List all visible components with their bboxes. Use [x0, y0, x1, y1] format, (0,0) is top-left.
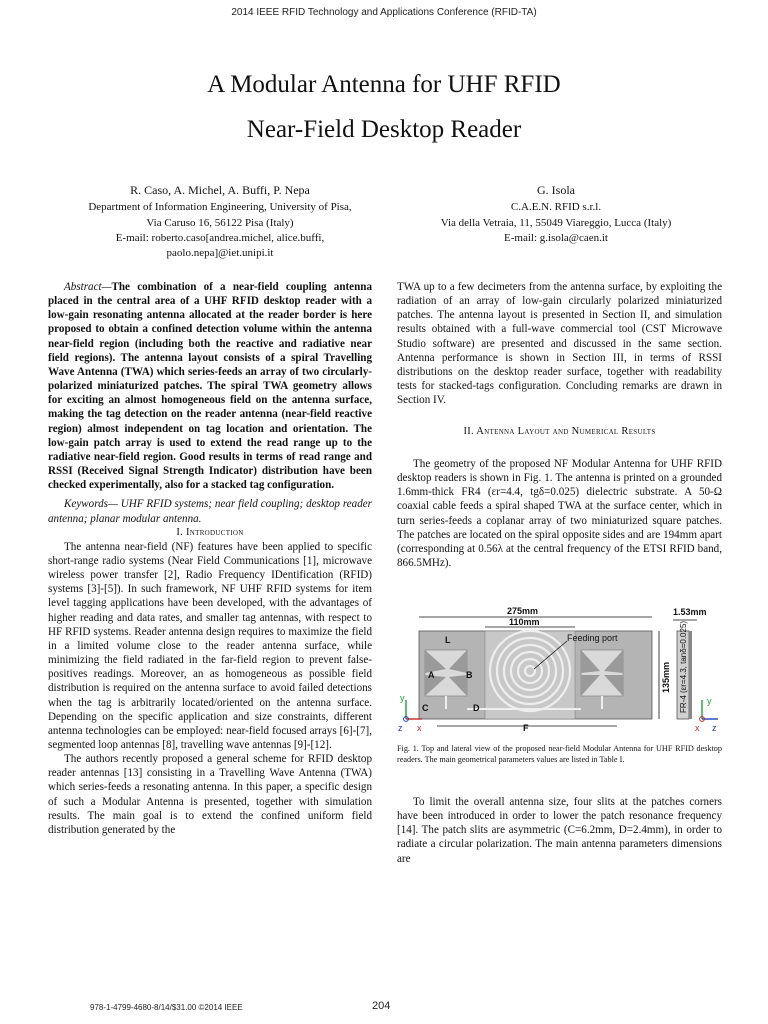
axis-y-label-left: y: [400, 693, 405, 703]
label-C: C: [422, 703, 429, 713]
title-line-2: Near-Field Desktop Reader: [246, 116, 522, 143]
dim-110-label: 110mm: [509, 617, 540, 627]
abstract-lead: Abstract—: [64, 281, 112, 293]
left-column: [48, 280, 372, 837]
right-column-bottom: [397, 795, 722, 866]
axis-z-label-right: z: [712, 723, 717, 733]
label-A: A: [428, 670, 435, 680]
abstract-text: The combination of a near-field coupling antenna placed in the central area of a UHF RFID desktop reader with a low-gain resonating antenna allocated at the reader border is here proposed to obtain a confined detection volume within the antenna near-field region (including both the reactive and radiative near field regions). The antenna layout consists of a spiral Travelling Wave Antenna (TWA) which series-feeds an array of two circularly-polarized miniaturized patches. The spiral TWA geometry allows for exciting an almost homogeneous field on the antenna surface, making the tag detection on the reader antenna (near-field reactive region) almost independent on tag location and orientation. The low-gain patch array is used to extend the read range up to the radiative near-field region. Good results in terms of read range and RSSI (Received Signal Strength Indicator) distribution have been checked experimentally, also for a stacked tag configuration.: [48, 281, 372, 492]
author-address-left: Via Caruso 16, 56122 Pisa (Italy): [146, 216, 294, 229]
label-D: D: [473, 703, 480, 713]
antenna-diagram: [397, 605, 722, 741]
footer-isbn: 978-1-4799-4680-8/14/$31.00 ©2014 IEEE: [90, 1003, 243, 1012]
authors-left: [40, 183, 400, 261]
page-number: 204: [372, 1000, 391, 1012]
abstract: [48, 280, 372, 492]
author-dept: Department of Information Engineering, University of Pisa,: [88, 201, 352, 214]
lateral-ground: [689, 631, 692, 719]
axis-x-label-left: x: [417, 723, 422, 733]
section-2-para-2: To limit the overall antenna size, four slits at the patches corners have been introduced in order to lower the patch resonance frequency [14]. The patch slits are asymmetric (C=6.2mm, D=2.4mm), in order to radiate a circular polarization. The main antenna parameters dimensions are: [397, 796, 722, 865]
section-2-heading: II. Antenna Layout and Numerical Results: [463, 426, 656, 438]
label-B: B: [466, 670, 473, 680]
section-1-heading: I. Introduction: [176, 526, 244, 538]
keywords: Keywords— UHF RFID systems; near field coupling; desktop reader antenna; planar modular antenna.: [48, 498, 372, 525]
feeding-port-label: Feeding port: [567, 633, 618, 643]
paper-title: [0, 62, 768, 152]
axis-y-label-right: y: [707, 696, 712, 706]
right-column-mid: [397, 457, 722, 570]
right-column-top: [397, 280, 722, 440]
label-F: F: [523, 723, 529, 733]
author-names-right: G. Isola: [537, 183, 575, 197]
dim-153-label: 1.53mm: [673, 607, 707, 617]
substrate-label: FR-4 (εr=4.3, tanδ=0.025): [679, 620, 688, 713]
section-2-para-1: The geometry of the proposed NF Modular Antenna for UHF RFID desktop readers is shown in Fig. 1. The antenna is printed on a grounded 1.6mm-thick FR4 (εr=4.4, tgδ=0.025) dielectric substrate. A 50-Ω coaxial cable feeds a spiral shaped TWA at the surface center, which in turn series-feeds a coplanar array of two miniaturized square patches. The patches are located on the spiral opposite sides and are 194mm apart (corresponding at 0.56λ at the central frequency of the ETSI RFID band, 866.5MHz).: [397, 458, 722, 570]
section-1-para-1: The antenna near-field (NF) features have been applied to specific short-range radio systems (Near Field Communications [1], microwave wireless power transfer [2], Radio Frequency IDentification (RFID) systems [3]-[5]). In such framework, NF UHF RFID systems for item level tagging applications have been developed, with the advantages of higher reading and data rates, and smaller tag antennas, with respect to HF RFID systems. Reader antenna design requires to maximize the field in a limited volume close to the reader antenna surface, while minimizing the field radiated in the far-field region to prevent false-positives readings. Moreover, an as homogeneous as possible field distribution is required on the antenna surface to avoid failed detections when the tag is arbitrarily located/oriented on the antenna surface. Depending on the specific application and size constraints, different antenna technologies can be employed: near-field focused arrays [6]-[7], segmented loop antennas [8], travelling wave antennas [9]-[12].: [48, 540, 372, 751]
author-address-right: Via della Vetraia, 11, 55049 Viareggio, Lucca (Italy): [440, 216, 672, 229]
author-email-right: E-mail: g.isola@caen.it: [504, 231, 608, 244]
figure-1-caption: Fig. 1. Top and lateral view of the proposed near-field Modular Antenna for UHF RFID desktop readers. The main geometrical parameters values are listed in Table I.: [397, 744, 722, 764]
author-names-left: R. Caso, A. Michel, A. Buffi, P. Nepa: [130, 183, 310, 197]
figure-1: [397, 605, 722, 741]
conference-header: 2014 IEEE RFID Technology and Applications Conference (RFID-TA): [231, 7, 537, 18]
section-1-para-2: The authors recently proposed a general scheme for RFID desktop reader antennas [13] consisting in a Travelling Wave Antenna (TWA) which series-feeds a resonating antenna. In this paper, a specific design of such a Modular Antenna is presented, together with simulation results. The main goal is to extend the confined uniform field distribution generated by the: [48, 753, 372, 836]
label-L: L: [445, 635, 451, 645]
axis-z-label-left: z: [398, 723, 403, 733]
authors-right: [418, 183, 694, 246]
right-patch: [581, 650, 623, 696]
author-org: C.A.E.N. RFID s.r.l.: [510, 201, 602, 214]
author-email-left-2: paolo.nepa]@iet.unipi.it: [166, 247, 274, 260]
dim-135-label: 135mm: [661, 661, 671, 693]
author-email-left-1: E-mail: roberto.caso[andrea.michel, alice.buffi,: [115, 231, 325, 244]
axis-x-label-right: x: [695, 723, 700, 733]
title-line-1: A Modular Antenna for UHF RFID: [207, 71, 561, 98]
dim-275-label: 275mm: [507, 606, 539, 616]
intro-continued: TWA up to a few decimeters from the antenna surface, by exploiting the radiation of an array of low-gain circularly polarized miniaturized patches. The antenna layout is presented in Section II, and simulation results obtained with a full-wave commercial tool (CST Microwave Studio software) are presented and discussed in the same section. Antenna performance is shown in Section III, in terms of RSSI distributions on the desktop reader surface, together with readability tests for stacked-tags configuration. Concluding remarks are drawn in Section IV.: [397, 281, 722, 407]
